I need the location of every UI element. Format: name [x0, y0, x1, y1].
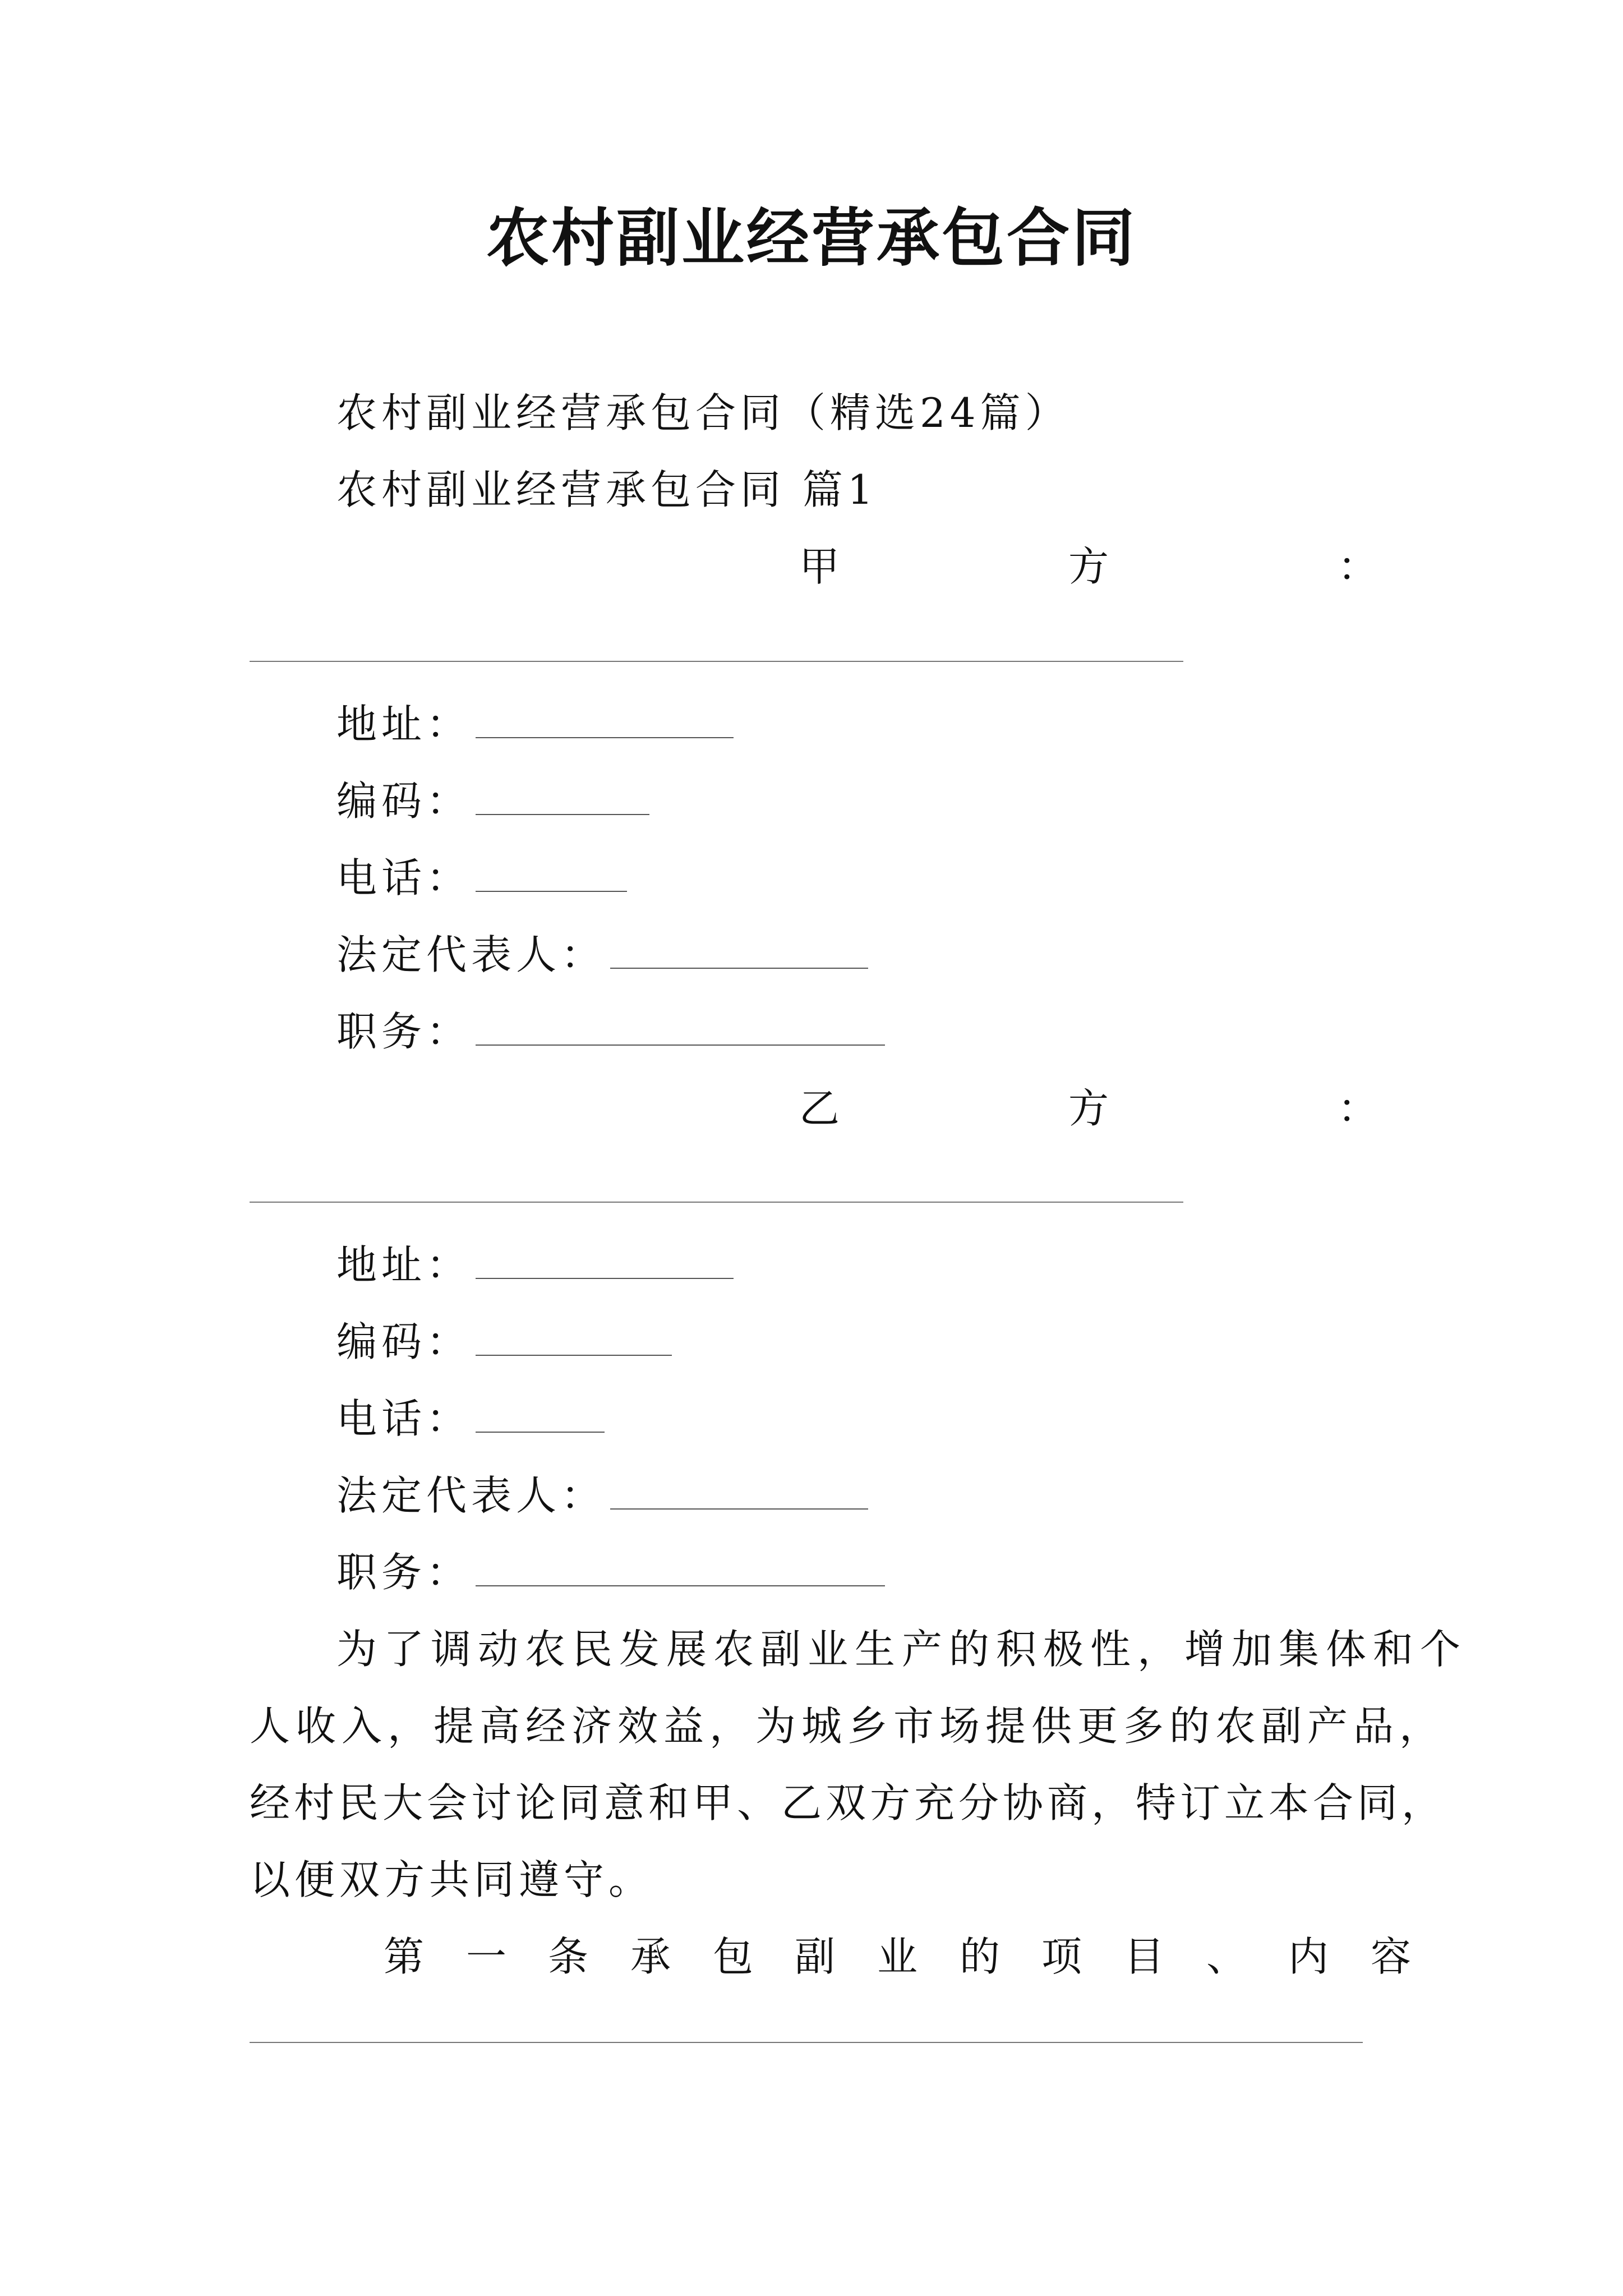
article-1-char: 、 [1206, 1933, 1247, 1980]
field-label: 地址： [336, 701, 472, 748]
article-1-char: 的 [960, 1933, 1000, 1980]
party-a-position-field [336, 1005, 885, 1059]
preamble-line-1: 为了调动农民发展农副业生产的积极性，增加集体和个 [336, 1626, 1468, 1673]
field-label: 编码： [336, 1318, 472, 1365]
party-b-colon: ： [1338, 1085, 1378, 1132]
field-label: 法定代表人： [336, 931, 606, 978]
party-b-legal-rep-field [336, 1469, 868, 1522]
field-label: 地址： [336, 1241, 472, 1289]
legal-rep-blank [610, 936, 868, 969]
party-a-address-field [336, 697, 734, 751]
postcode-blank [476, 1323, 672, 1356]
article-1-char: 内 [1288, 1933, 1329, 1980]
document-subtitle: 农村副业经营承包合同（精选24篇） [336, 389, 1070, 436]
field-label: 电话： [336, 1395, 472, 1442]
party-b-name-blank [250, 1202, 1183, 1203]
field-label: 法定代表人： [336, 1472, 606, 1519]
party-b-position-field [336, 1545, 885, 1599]
legal-rep-blank [610, 1477, 868, 1510]
article-1-heading [384, 1930, 1412, 1984]
party-b-char1: 乙 [799, 1085, 840, 1132]
party-b-postcode-field [336, 1315, 672, 1369]
section-heading: 农村副业经营承包合同 篇1 [336, 466, 878, 513]
phone-blank [476, 859, 627, 892]
party-a-legal-rep-field [336, 928, 868, 982]
article-1-char: 项 [1041, 1933, 1082, 1980]
party-b-phone-field [336, 1392, 605, 1446]
party-b-char2: 方 [1068, 1085, 1109, 1132]
field-label: 职务： [336, 1549, 472, 1596]
article-1-char: 副 [795, 1933, 836, 1980]
address-blank [476, 1246, 734, 1279]
postcode-blank [476, 783, 649, 815]
article-1-char: 承 [630, 1933, 671, 1980]
party-a-char1: 甲 [799, 543, 840, 590]
article-1-char: 条 [548, 1933, 589, 1980]
article-1-char: 第 [384, 1933, 425, 1980]
party-a-phone-field [336, 851, 627, 905]
article-1-char: 目 [1124, 1933, 1165, 1980]
article-1-char: 包 [713, 1933, 754, 1980]
field-label: 职务： [336, 1008, 472, 1055]
party-a-name-blank [250, 661, 1183, 662]
position-blank [476, 1554, 885, 1586]
party-a-postcode-field [336, 774, 649, 828]
article-1-char: 一 [466, 1933, 507, 1980]
party-b-address-field [336, 1238, 734, 1292]
field-label: 电话： [336, 854, 472, 901]
field-label: 编码： [336, 777, 472, 825]
article-1-char: 容 [1371, 1933, 1412, 1980]
address-blank [476, 706, 734, 738]
preamble-line-4: 以便双方共同遵守。 [250, 1856, 654, 1903]
preamble-line-2: 人收入，提高经济效益，为城乡市场提供更多的农副产品， [250, 1703, 1446, 1750]
article-1-char: 业 [877, 1933, 918, 1980]
position-blank [476, 1013, 885, 1046]
party-a-colon: ： [1338, 543, 1378, 590]
document-title: 农村副业经营承包合同 [486, 201, 1137, 275]
party-a-char2: 方 [1068, 543, 1109, 590]
article-1-content-blank [250, 2042, 1363, 2043]
preamble-line-3: 经村民大会讨论同意和甲、乙双方充分协商，特订立本合同， [250, 1779, 1446, 1826]
phone-blank [476, 1400, 605, 1433]
